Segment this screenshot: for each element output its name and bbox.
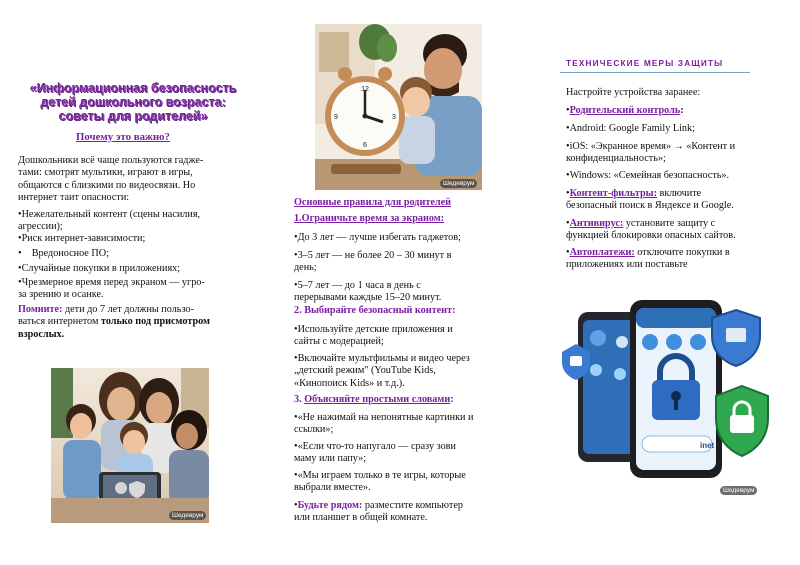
- ios-item: •iOS: «Экранное время» → «Контент и конфиденциальность»;: [566, 141, 736, 165]
- rule2-item: •Используйте детские приложения и сайты с модерацией;: [294, 324, 453, 348]
- rule1-item: •5–7 лет — до 1 часа в день с перерывами каждые 15–20 минут.: [294, 280, 442, 304]
- android-item: •Android: Google Family Link;: [566, 123, 695, 134]
- svg-text:12: 12: [361, 86, 369, 93]
- column-tech: [560, 0, 788, 565]
- intro-line: общаются с близкими по видеосвязи. Но: [18, 179, 196, 191]
- photo-watermark: Шедеврум: [440, 179, 477, 188]
- photo-watermark: Шедеврум: [169, 511, 206, 520]
- photo-watermark: Шедеврум: [720, 486, 757, 495]
- rule3-item: •«Мы играем только в те игры, которые выбрали вместе».: [294, 470, 466, 494]
- intro-line: тами: смотрят мультики, играют в игры,: [18, 167, 193, 179]
- svg-text:3: 3: [392, 114, 396, 121]
- danger-item: •Риск интернет-зависимости;: [18, 233, 146, 244]
- title-line: «Информационная безопасность: [29, 81, 237, 95]
- rule1-item: •3–5 лет — не более 20 – 30 минут в день;: [294, 250, 452, 274]
- father-child-clock-photo: [315, 24, 482, 190]
- brochure-title: [14, 81, 252, 123]
- danger-item: • Вредоносное ПО;: [18, 248, 109, 259]
- rules-heading: Основные правила для родителей: [294, 197, 451, 208]
- tech-heading: ТЕХНИЧЕСКИЕ МЕРЫ ЗАЩИТЫ: [566, 59, 724, 68]
- setup-text: Настройте устройства заранее:: [566, 87, 701, 98]
- column-intro: [14, 0, 252, 565]
- antivirus-item: •Антивирус: установите защиту с функцией блокировки опасных сайтов.: [566, 218, 736, 242]
- windows-item: •Windows: «Семейная безопасность».: [566, 170, 730, 181]
- svg-text:9: 9: [334, 114, 338, 121]
- intro-line: Дошкольники всё чаще пользуются гадже-: [18, 155, 204, 166]
- column-rules: [288, 0, 514, 565]
- rule3-item: •«Если что-то напугало — сразу зови маму или папу»;: [294, 441, 456, 465]
- svg-text:6: 6: [363, 142, 367, 149]
- danger-item: •Нежелательный контент (сцены насилия, агрессии);: [18, 209, 201, 233]
- autopay-item: •Автоплатежи: отключите покупки в приложениях или поставьте: [566, 247, 730, 271]
- phone-screen-text: inet: [700, 441, 715, 450]
- title-line: детей дошкольного возраста:: [40, 95, 226, 109]
- phones-security-illustration: [560, 290, 772, 495]
- intro-line: интернет таит опасности:: [18, 192, 130, 204]
- content-filters-item: •Контент-фильтры: включите безопасный поиск в Яндексе и Google.: [566, 188, 734, 212]
- parental-control-item: •Родительский контроль:: [566, 105, 684, 116]
- rule2-item: •Включайте мультфильмы и видео через „детский режим" (YouTube Kids, «Кинопоиск Kids» и т.д.).: [294, 353, 470, 389]
- family-tablet-photo: [51, 368, 209, 523]
- rule3-heading: 3. Объясняйте простыми словами:: [294, 394, 454, 405]
- why-heading: Почему это важно?: [76, 131, 170, 143]
- rule1-heading: 1.Ограничьте время за экраном:: [294, 213, 445, 224]
- rule3-item: •«Не нажимай на непонятные картинки и ссылки»;: [294, 412, 474, 436]
- intro-paragraph: [18, 155, 203, 205]
- title-line: советы для родителей»: [58, 109, 208, 123]
- danger-item: •Чрезмерное время перед экраном — угро- за зрению и осанке.: [18, 277, 205, 301]
- remember-note: Помните: дети до 7 лет должны пользо- ваться интернетом только под присмотром взрослых.: [18, 304, 210, 340]
- be-near-note: •Будьте рядом: разместите компьютер или планшет в общей комнате.: [294, 500, 463, 524]
- rule1-item: •До 3 лет — лучше избегать гаджетов;: [294, 232, 461, 243]
- danger-item: •Случайные покупки в приложениях;: [18, 263, 181, 274]
- rule2-heading: 2. Выбирайте безопасный контент:: [294, 305, 456, 316]
- heading-rule: [560, 72, 750, 73]
